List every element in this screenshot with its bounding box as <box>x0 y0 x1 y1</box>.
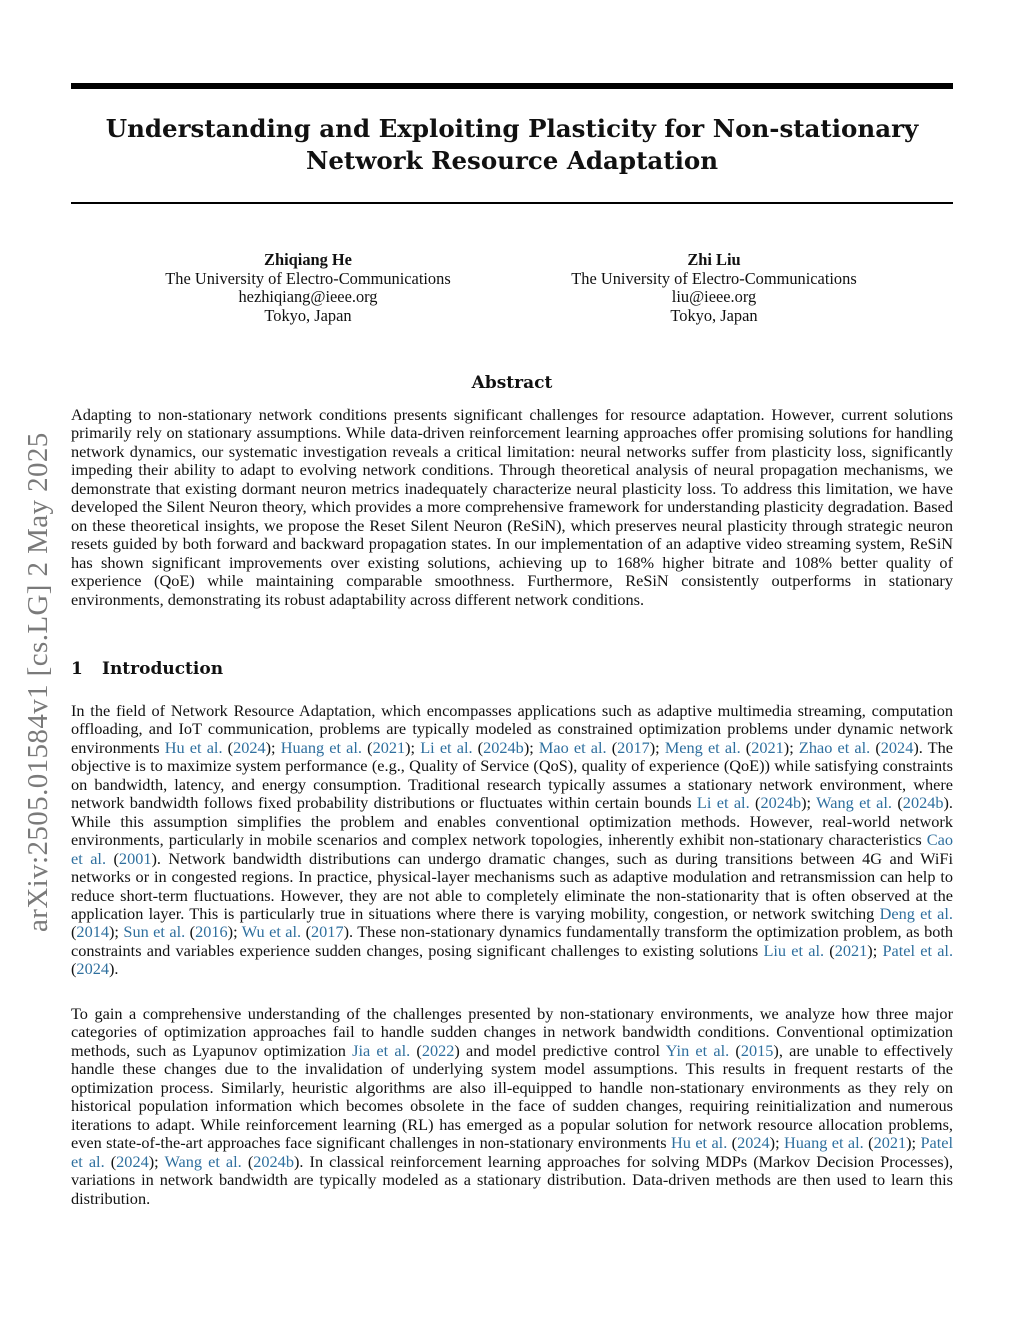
citation-link[interactable]: 2024b <box>253 1151 294 1171</box>
citation-link[interactable]: 2024b <box>760 793 802 813</box>
citation-link[interactable]: Wang et al. <box>164 1151 242 1171</box>
intro-paragraph-1: In the field of Network Resource Adaptation, which encompasses applications such as adaptive multimedia streaming, computation offloading, and IoT communication, problems are typically modeled as constrained optimization problems under dynamic network environments Hu et al. (2024); Huang et al. (2021); Li et al. (2024b); Mao et al. (2017); Meng et al. (2021); Zhao et al. (2024). The objective is to maximize system performance (e.g., Quality of Service (QoS), quality of experience (QoE)) while satisfying constraints on bandwidth, latency, and energy consumption. Traditional research typically assumes a stationary network environment, where network bandwidth follows fixed probability distributions or fluctuates within certain bounds Li et al. (2024b); Wang et al. (2024b). While this assumption simplifies the problem and enables conventional optimization methods. However, real-world network environments, particularly in mobile scenarios and complex network topologies, inherently exhibit non-stationary characteristics Cao et al. (2001). Network bandwidth distributions can undergo dramatic changes, such as during transitions between 4G and WiFi networks or in congested regions. In practice, physical-layer mechanisms such as adaptive modulation and retransmission can help to reduce short-term fluctuations. However, they are not able to completely eliminate the non-stationarity that is often observed at the application layer. This is particularly true in situations where there is varying mobility, congestion, or network switching Deng et al. (2014); Sun et al. (2016); Wu et al. (2017). These non-stationary dynamics fundamentally transform the optimization problem, as both constraints and variables experience sudden changes, posing significant challenges to existing solutions Liu et al. (2021); Patel et al. (2024). <box>71 701 954 979</box>
citation-link[interactable]: 2024b <box>902 793 944 813</box>
citation-link[interactable]: 2024 <box>76 959 109 979</box>
citation-link[interactable]: 2021 <box>751 737 784 757</box>
citation-link[interactable]: Wang et al. <box>816 793 893 813</box>
citation-link[interactable]: Li et al. <box>420 737 473 757</box>
section-title: Introduction <box>102 659 224 679</box>
citation-link[interactable]: 2021 <box>873 1133 907 1153</box>
title-bottom-rule <box>71 202 953 204</box>
citation-link[interactable]: Hu et al. <box>164 737 223 757</box>
citation-link[interactable]: 2021 <box>834 940 868 960</box>
citation-link[interactable]: 2017 <box>617 737 650 757</box>
title-line-2: Network Resource Adaptation <box>305 146 719 175</box>
section-number: 1 <box>71 659 83 679</box>
citation-link[interactable]: 2024 <box>116 1151 149 1171</box>
citation-link[interactable]: Huang et al. <box>784 1133 864 1153</box>
abstract-heading: Abstract <box>471 373 553 393</box>
author-location: Tokyo, Japan <box>670 305 758 325</box>
citation-link[interactable]: Jia et al. <box>352 1040 411 1060</box>
citation-link[interactable]: Deng et al. <box>879 903 953 923</box>
intro-paragraph-2: To gain a comprehensive understanding of the challenges presented by non-stationary environments, we analyze how three major categories of optimization approaches fail to handle sudden changes in network bandwidth conditions. Conventional optimization methods, such as Lyapunov optimization Jia et al. (2022) and model predictive control Yin et al. (2015), are unable to effectively handle these changes due to the invalidation of underlying system model assumptions. This results in frequent restarts of the optimization process. Similarly, heuristic algorithms are also ill-equipped to handle non-stationary environments as they rely on historical population information which becomes obsolete in the face of sudden changes, requiring reinitialization and numerous iterations to adapt. While reinforcement learning (RL) has emerged as a popular solution for network resource allocation problems, even state-of-the-art approaches face significant challenges in non-stationary environments Hu et al. (2024); Huang et al. (2021); Patel et al. (2024); Wang et al. (2024b). In classical reinforcement learning approaches for solving MDPs (Markov Decision Processes), variations in network bandwidth are typically modeled as a stationary distribution. Data-driven methods are then used to learn this distribution. <box>71 1004 954 1208</box>
paper-title <box>71 113 953 177</box>
arxiv-stamp[interactable]: arXiv:2505.01584v1 [cs.LG] 2 May 2025 <box>22 432 54 932</box>
citation-link[interactable]: 2001 <box>118 848 152 868</box>
author-name: Zhi Liu <box>687 250 741 269</box>
citation-link[interactable]: 2015 <box>740 1040 774 1060</box>
citation-link[interactable]: Li et al. <box>696 793 750 813</box>
author-name: Zhiqiang He <box>264 250 352 269</box>
author-email[interactable]: liu@ieee.org <box>671 287 757 306</box>
author-block <box>108 251 508 325</box>
citation-link[interactable]: Liu et al. <box>763 940 825 960</box>
author-affiliation: The University of Electro-Communications <box>571 268 857 288</box>
citation-link[interactable]: Yin et al. <box>665 1040 730 1060</box>
author-email[interactable]: hezhiqiang@ieee.org <box>238 287 378 306</box>
citation-link[interactable]: Meng et al. <box>664 737 741 757</box>
citation-link[interactable]: 2014 <box>76 922 109 942</box>
citation-link[interactable]: 2021 <box>372 737 406 757</box>
citation-link[interactable]: Sun et al. <box>123 922 186 942</box>
citation-link[interactable]: 2022 <box>421 1040 455 1060</box>
title-line-1: Understanding and Exploiting Plasticity for Non-stationary <box>105 114 919 143</box>
citation-link[interactable]: Wu et al. <box>241 922 302 942</box>
citation-link[interactable]: 2024b <box>483 737 524 757</box>
citation-link[interactable]: 2024 <box>233 737 266 757</box>
author-location: Tokyo, Japan <box>264 305 352 325</box>
citation-link[interactable]: 2024 <box>880 737 914 757</box>
citation-link[interactable]: 2017 <box>311 922 344 942</box>
citation-link[interactable]: Huang et al. <box>280 737 362 757</box>
abstract-body: Adapting to non-stationary network conditions presents significant challenges for resource adaptation. However, current solutions primarily rely on stationary assumptions. While data-driven reinforcement learning approaches offer promising solutions for handling network dynamics, our systematic investigation reveals a critical limitation: neural networks suffer from plasticity loss, significantly impeding their ability to adapt to evolving network conditions. Through theoretical analysis of neural propagation mechanisms, we demonstrate that existing dormant neuron metrics inadequately characterize neural plasticity loss. To address this limitation, we have developed the Silent Neuron theory, which provides a more comprehensive framework for understanding plasticity degradation. Based on these theoretical insights, we propose the Reset Silent Neuron (ReSiN), which preserves neural plasticity through strategic neuron resets guided by both forward and backward propagation states. In our implementation of an adaptive video streaming system, ReSiN has shown significant improvements over existing solutions, achieving up to 168% higher bitrate and 108% better quality of experience (QoE) while maintaining comparable smoothness. Furthermore, ReSiN consistently outperforms in stationary environments, demonstrating its robust adaptability across different network conditions. <box>71 405 953 609</box>
citation-link[interactable]: 2024 <box>737 1133 770 1153</box>
citation-link[interactable]: Patel et al. <box>71 1133 954 1171</box>
top-rule <box>71 83 953 89</box>
citation-link[interactable]: Patel et al. <box>882 940 954 960</box>
citation-link[interactable]: Mao et al. <box>538 737 607 757</box>
citation-link[interactable]: Hu et al. <box>671 1133 728 1153</box>
citation-link[interactable]: Cao et al. <box>71 830 953 868</box>
author-affiliation: The University of Electro-Communications <box>165 268 451 288</box>
citation-link[interactable]: Zhao et al. <box>798 737 871 757</box>
citation-link[interactable]: 2016 <box>195 922 228 942</box>
section-heading-introduction <box>71 658 223 680</box>
author-block <box>514 251 914 325</box>
